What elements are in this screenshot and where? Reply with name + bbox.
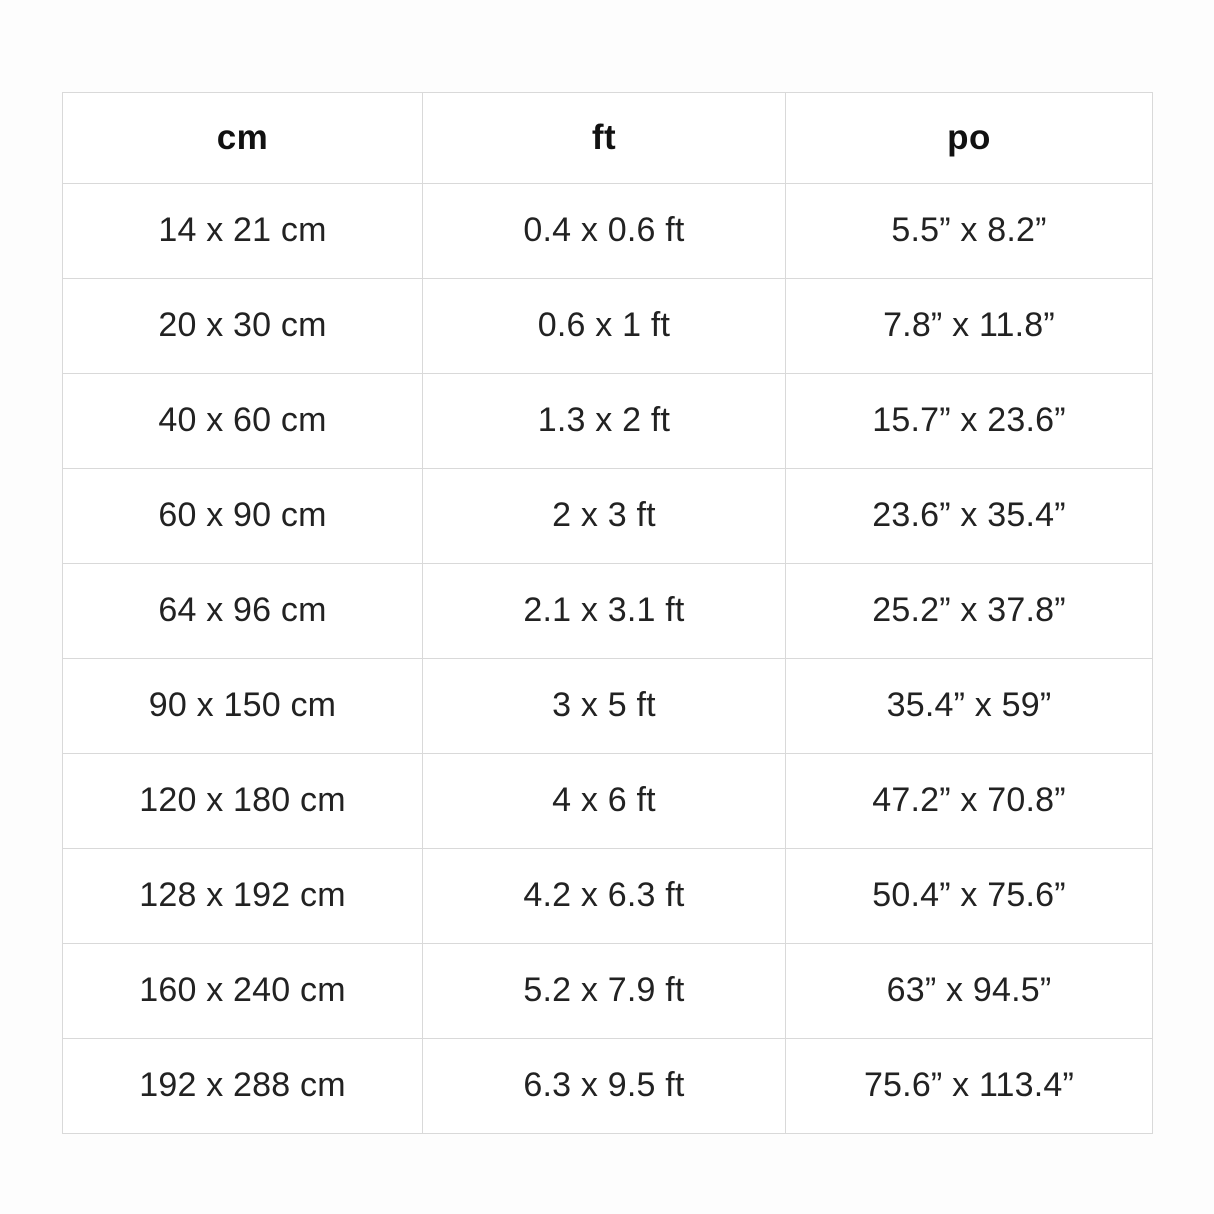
cell-ft: [423, 279, 786, 374]
cell-cm-label: 128 x 192 cm: [139, 876, 346, 915]
cell-cm-label: 60 x 90 cm: [158, 496, 327, 535]
column-header-po: [786, 93, 1153, 184]
table-row: [63, 754, 1153, 849]
cell-po-label: 47.2” x 70.8”: [872, 781, 1066, 820]
cell-ft: [423, 564, 786, 659]
cell-cm-label: 160 x 240 cm: [139, 971, 346, 1010]
cell-po-label: 50.4” x 75.6”: [872, 876, 1066, 915]
cell-cm: [63, 659, 423, 754]
table-row: [63, 849, 1153, 944]
cell-cm-label: 120 x 180 cm: [139, 781, 346, 820]
cell-cm-label: 64 x 96 cm: [158, 591, 327, 630]
cell-ft-label: 0.6 x 1 ft: [537, 306, 671, 345]
cell-cm: [63, 944, 423, 1039]
cell-cm: [63, 469, 423, 564]
cell-cm: [63, 184, 423, 279]
cell-cm-label: 90 x 150 cm: [148, 686, 337, 725]
table-header: [63, 93, 1153, 184]
cell-ft-label: 5.2 x 7.9 ft: [523, 971, 685, 1010]
table-row: [63, 1039, 1153, 1134]
cell-po-label: 7.8” x 11.8”: [883, 306, 1055, 345]
cell-ft: [423, 944, 786, 1039]
table-row: [63, 469, 1153, 564]
cell-ft: [423, 469, 786, 564]
table-row: [63, 184, 1153, 279]
table-body: [63, 184, 1153, 1134]
column-header-ft: [423, 93, 786, 184]
cell-po-label: 25.2” x 37.8”: [872, 591, 1066, 630]
table-row: [63, 564, 1153, 659]
cell-cm-label: 20 x 30 cm: [158, 306, 327, 345]
cell-ft-label: 1.3 x 2 ft: [537, 401, 671, 440]
table-row: [63, 944, 1153, 1039]
cell-po: [786, 469, 1153, 564]
cell-po: [786, 849, 1153, 944]
cell-po: [786, 944, 1153, 1039]
table-header-row: [63, 93, 1153, 184]
cell-po: [786, 1039, 1153, 1134]
cell-po: [786, 754, 1153, 849]
cell-po: [786, 564, 1153, 659]
cell-cm-label: 40 x 60 cm: [158, 401, 327, 440]
cell-ft: [423, 184, 786, 279]
cell-po: [786, 659, 1153, 754]
cell-po: [786, 374, 1153, 469]
cell-ft: [423, 754, 786, 849]
table-row: [63, 374, 1153, 469]
cell-cm-label: 14 x 21 cm: [158, 211, 327, 250]
cell-ft: [423, 849, 786, 944]
cell-ft-label: 4.2 x 6.3 ft: [523, 876, 685, 915]
cell-cm: [63, 1039, 423, 1134]
cell-cm: [63, 279, 423, 374]
cell-po-label: 5.5” x 8.2”: [891, 211, 1047, 250]
cell-ft-label: 2.1 x 3.1 ft: [523, 591, 685, 630]
cell-po-label: 35.4” x 59”: [886, 686, 1052, 725]
size-conversion-table: [62, 92, 1153, 1134]
cell-cm: [63, 374, 423, 469]
cell-po-label: 75.6” x 113.4”: [863, 1066, 1075, 1105]
table-row: [63, 279, 1153, 374]
cell-ft-label: 2 x 3 ft: [552, 496, 656, 535]
cell-cm: [63, 564, 423, 659]
cell-ft: [423, 1039, 786, 1134]
cell-cm-label: 192 x 288 cm: [139, 1066, 346, 1105]
cell-po: [786, 184, 1153, 279]
column-header-cm: [63, 93, 423, 184]
column-header-cm-label: cm: [216, 117, 269, 157]
cell-po-label: 23.6” x 35.4”: [872, 496, 1066, 535]
cell-cm: [63, 754, 423, 849]
cell-ft-label: 0.4 x 0.6 ft: [523, 211, 685, 250]
table-row: [63, 659, 1153, 754]
cell-ft: [423, 659, 786, 754]
cell-ft-label: 6.3 x 9.5 ft: [523, 1066, 685, 1105]
cell-ft-label: 4 x 6 ft: [552, 781, 656, 820]
cell-ft: [423, 374, 786, 469]
cell-cm: [63, 849, 423, 944]
column-header-ft-label: ft: [591, 117, 617, 157]
cell-po: [786, 279, 1153, 374]
size-table-container: [62, 92, 1152, 1134]
cell-po-label: 63” x 94.5”: [886, 971, 1052, 1010]
cell-ft-label: 3 x 5 ft: [552, 686, 656, 725]
column-header-po-label: po: [947, 117, 991, 157]
cell-po-label: 15.7” x 23.6”: [872, 401, 1066, 440]
